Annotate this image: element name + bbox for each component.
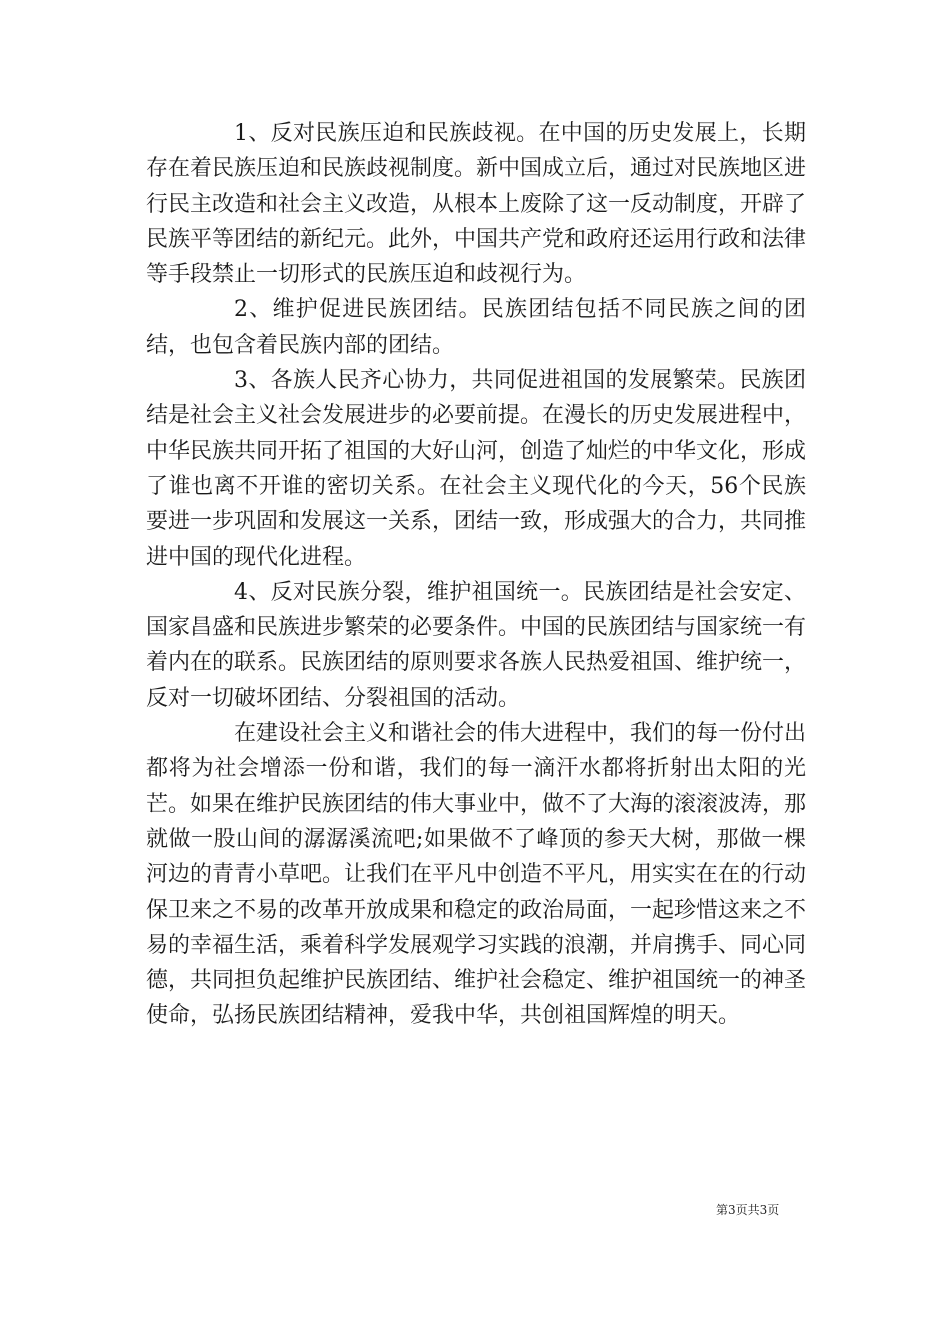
paragraph-5: 在建设社会主义和谐社会的伟大进程中，我们的每一份付出都将为社会增添一份和谐，我们的每一滴汗水都将折射出太阳的光芒。如果在维护民族团结的伟大事业中，做不了大海的滚滚波涛，那就做一股山间的潺潺溪流吧;如果做不了峰顶的参天大树，那做一棵河边的青青小草吧。让我们在平凡中创造不平凡，用实实在在的行动保卫来之不易的改革开放成果和稳定的政治局面，一起珍惜这来之不易的幸福生活，乘着科学发展观学习实践的浪潮，并肩携手、同心同德，共同担负起维护民族团结、维护社会稳定、维护祖国统一的神圣使命，弘扬民族团结精神，爱我中华，共创祖国辉煌的明天。 (146, 721, 807, 1029)
paragraph-1: 1、反对民族压迫和民族歧视。在中国的历史发展上，长期存在着民族压迫和民族歧视制度。新中国成立后，通过对民族地区进行民主改造和社会主义改造，从根本上废除了这一反动制度，开辟了民族平等团结的新纪元。此外，中国共产党和政府还运用行政和法律等手段禁止一切形式的民族压迫和歧视行为。 (146, 121, 807, 288)
page-number-footer: 第3页共3页 (716, 1203, 780, 1217)
document-body (146, 116, 806, 1034)
paragraph-4: 4、反对民族分裂，维护祖国统一。民族团结是社会安定、国家昌盛和民族进步繁荣的必要条件。中国的民族团结与国家统一有着内在的联系。民族团结的原则要求各族人民热爱祖国、维护统一，反对一切破坏团结、分裂祖国的活动。 (146, 579, 807, 711)
paragraph-3: 3、各族人民齐心协力，共同促进祖国的发展繁荣。民族团结是社会主义社会发展进步的必要前提。在漫长的历史发展进程中，中华民族共同开拓了祖国的大好山河，创造了灿烂的中华文化，形成了谁也离不开谁的密切关系。在社会主义现代化的今天，56个民族要进一步巩固和发展这一关系，团结一致，形成强大的合力，共同推进中国的现代化进程。 (146, 368, 807, 570)
paragraph-2: 2、维护促进民族团结。民族团结包括不同民族之间的团结，也包含着民族内部的团结。 (146, 297, 806, 358)
